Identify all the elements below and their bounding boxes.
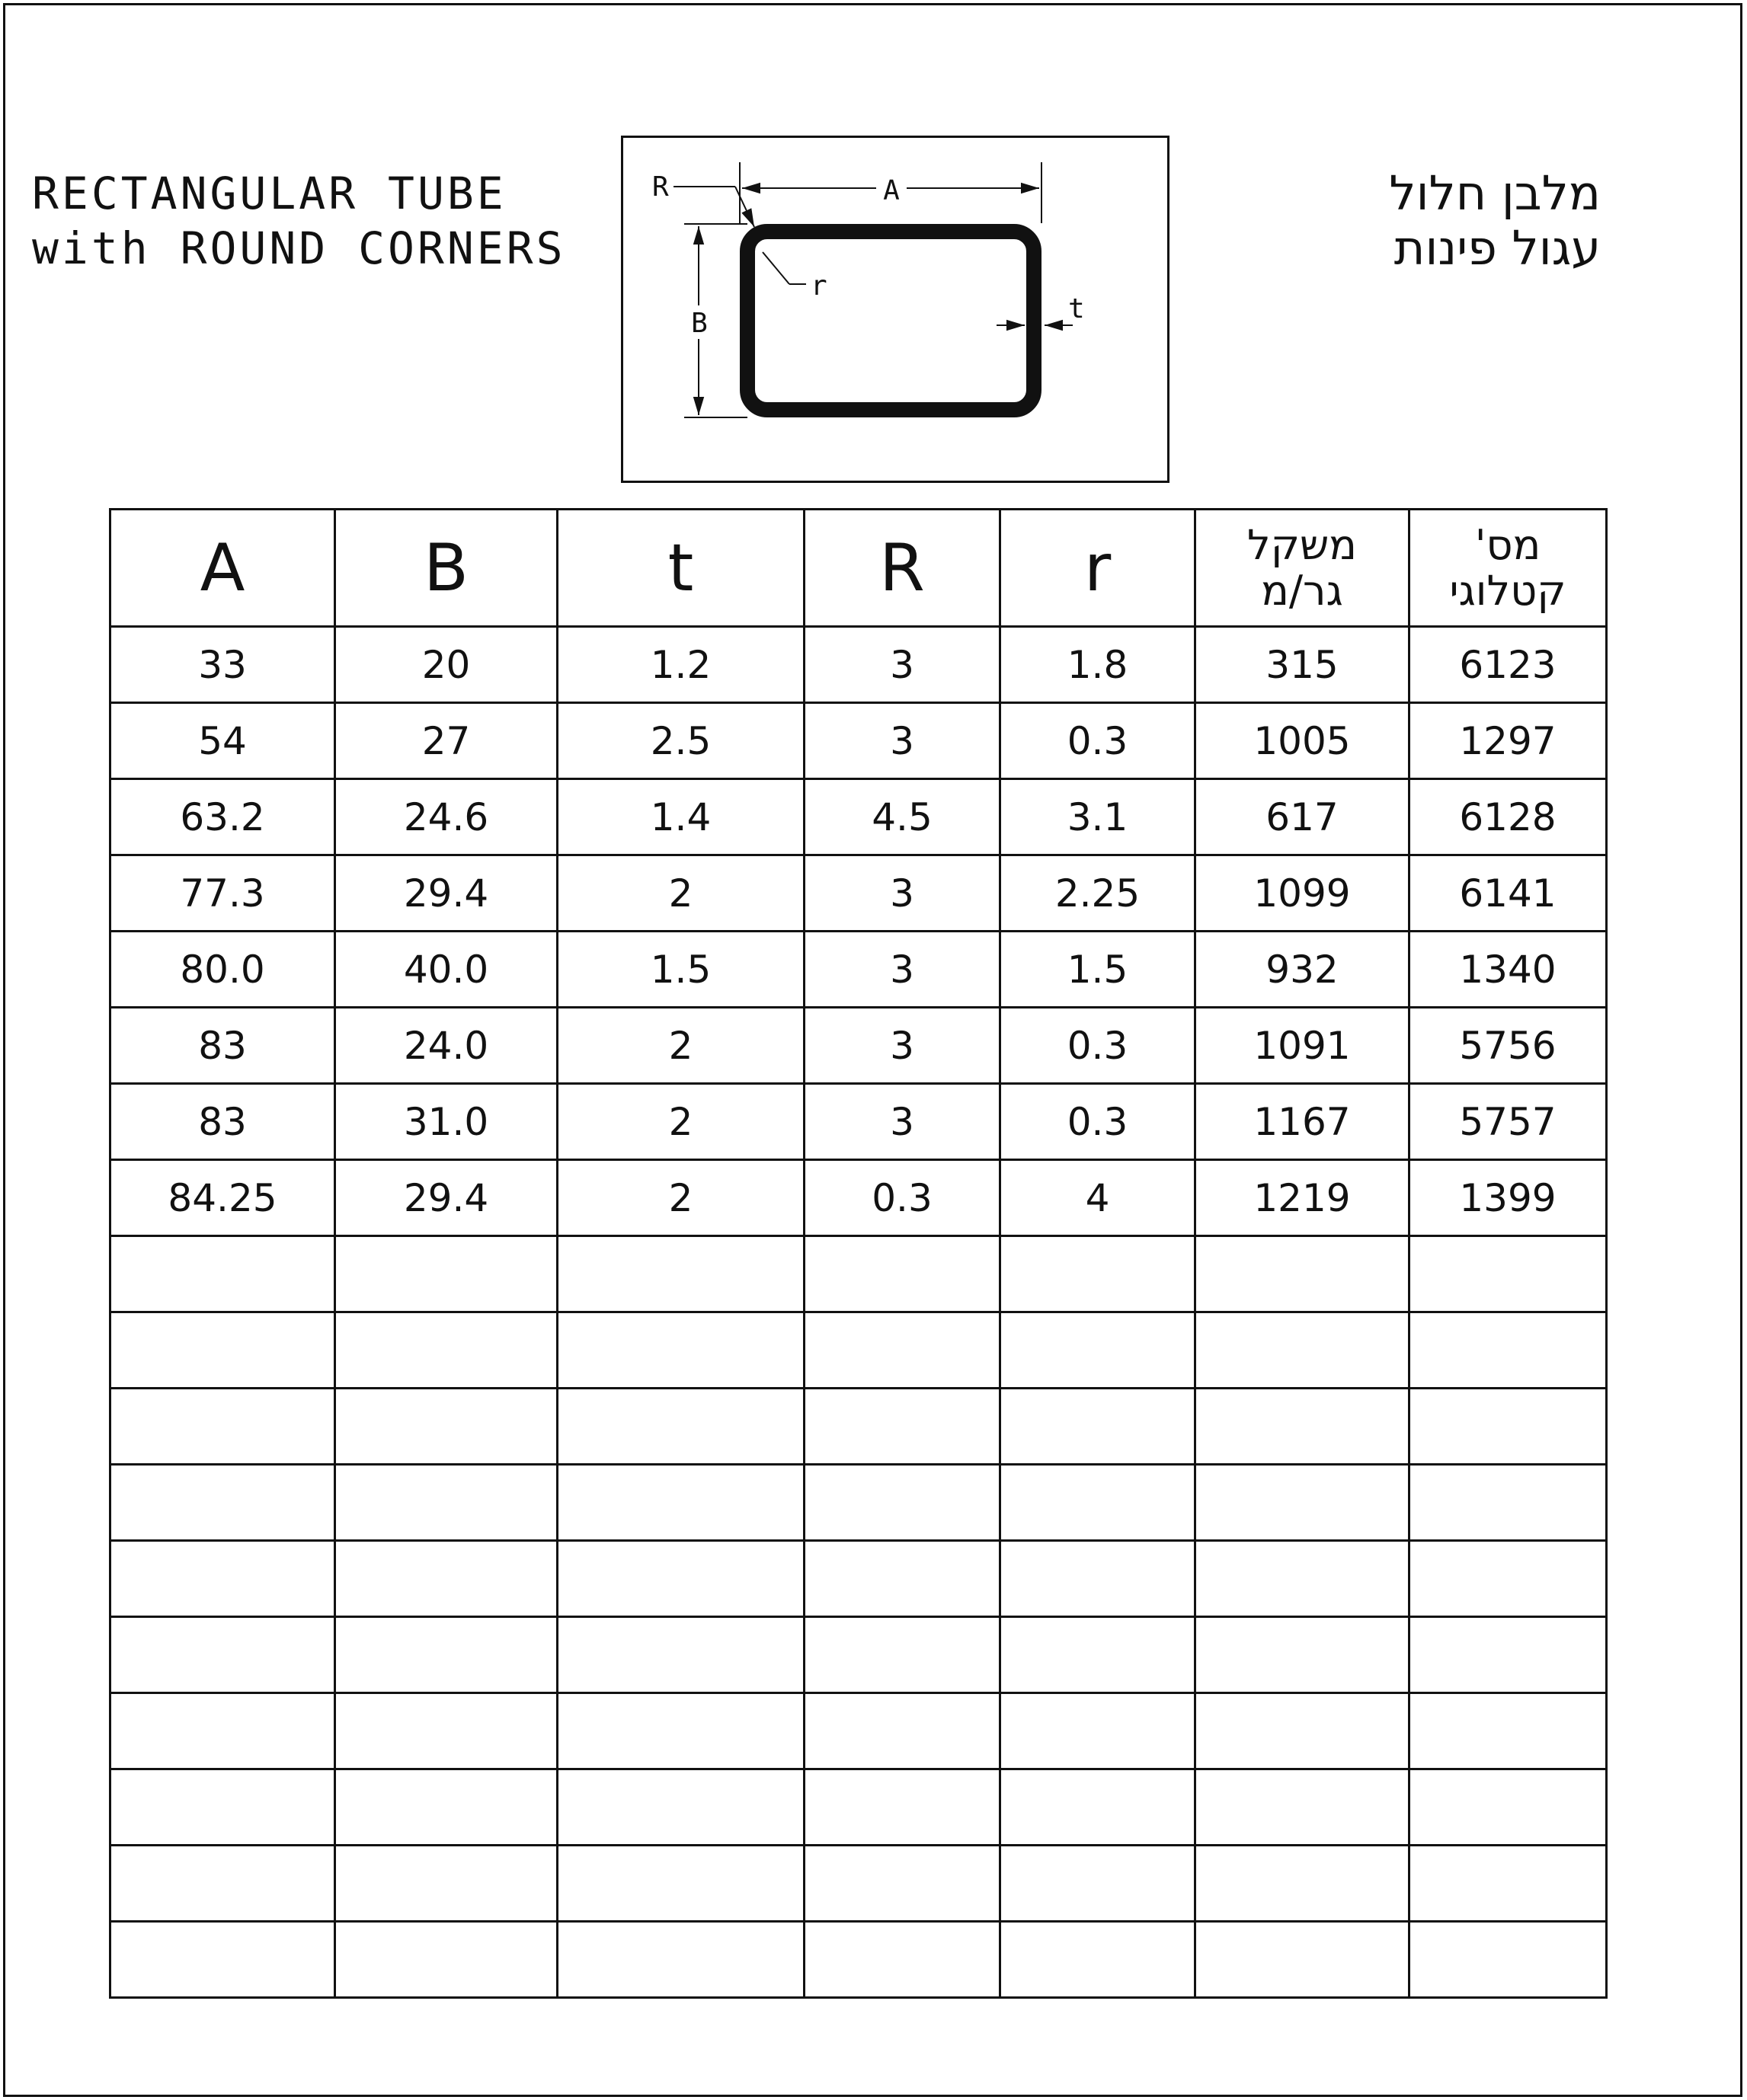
cell-empty: [805, 1389, 1000, 1465]
cell-empty: [1000, 1769, 1195, 1846]
cell-empty: [1000, 1846, 1195, 1922]
cross-section-diagram: [621, 136, 1169, 483]
cell-R: 0.3: [805, 1160, 1000, 1236]
header-weight-line2: גר/מ: [1261, 566, 1343, 615]
cell-weight: 315: [1195, 627, 1409, 703]
title-hebrew-line2: עגול פינות: [1393, 220, 1601, 276]
cell-t: 1.4: [558, 779, 805, 855]
cell-empty: [558, 1541, 805, 1617]
tube-drawing: [623, 138, 1167, 481]
cell-empty: [335, 1312, 558, 1389]
cell-empty: [110, 1541, 335, 1617]
table-row-empty: [110, 1617, 1607, 1693]
cell-empty: [335, 1465, 558, 1541]
table-row: [110, 1084, 1607, 1160]
cell-empty: [1000, 1541, 1195, 1617]
cell-empty: [558, 1769, 805, 1846]
cell-a: 84.25: [110, 1160, 335, 1236]
table-row-empty: [110, 1541, 1607, 1617]
cell-empty: [1409, 1312, 1607, 1389]
cell-r: 4: [1000, 1160, 1195, 1236]
cell-empty: [558, 1389, 805, 1465]
cell-empty: [110, 1465, 335, 1541]
label-r-inner: r: [811, 270, 827, 302]
cell-empty: [335, 1846, 558, 1922]
cell-weight: 1091: [1195, 1008, 1409, 1084]
cell-catalog: 6123: [1409, 627, 1607, 703]
label-b: B: [691, 308, 708, 339]
cell-empty: [1195, 1541, 1409, 1617]
cell-weight: 617: [1195, 779, 1409, 855]
cell-empty: [110, 1922, 335, 1998]
cell-r: 1.8: [1000, 627, 1195, 703]
cell-empty: [558, 1846, 805, 1922]
cell-empty: [110, 1846, 335, 1922]
cell-a: 54: [110, 703, 335, 779]
cell-r: 0.3: [1000, 1084, 1195, 1160]
table-row-empty: [110, 1922, 1607, 1998]
cell-R: 3: [805, 1084, 1000, 1160]
cell-r: 2.25: [1000, 855, 1195, 932]
header-b: B: [335, 510, 558, 627]
cell-empty: [805, 1846, 1000, 1922]
cell-t: 1.5: [558, 932, 805, 1008]
cell-empty: [1000, 1389, 1195, 1465]
table-row: [110, 932, 1607, 1008]
cell-b: 20: [335, 627, 558, 703]
cell-empty: [1000, 1236, 1195, 1312]
cell-a: 83: [110, 1084, 335, 1160]
cell-empty: [335, 1617, 558, 1693]
cell-R: 4.5: [805, 779, 1000, 855]
header-weight: [1195, 510, 1409, 627]
cell-empty: [805, 1693, 1000, 1769]
cell-empty: [558, 1312, 805, 1389]
cell-catalog: 1340: [1409, 932, 1607, 1008]
cell-weight: 1005: [1195, 703, 1409, 779]
cell-empty: [805, 1465, 1000, 1541]
table-row: [110, 1008, 1607, 1084]
header-a: A: [110, 510, 335, 627]
cell-catalog: 1297: [1409, 703, 1607, 779]
table-row: [110, 627, 1607, 703]
cell-empty: [805, 1312, 1000, 1389]
cell-empty: [1409, 1922, 1607, 1998]
cell-a: 80.0: [110, 932, 335, 1008]
cell-empty: [558, 1693, 805, 1769]
cell-a: 33: [110, 627, 335, 703]
table-row-empty: [110, 1236, 1607, 1312]
cell-catalog: 6128: [1409, 779, 1607, 855]
cell-empty: [1195, 1693, 1409, 1769]
cell-empty: [1195, 1465, 1409, 1541]
cell-catalog: 6141: [1409, 855, 1607, 932]
cell-empty: [558, 1617, 805, 1693]
cell-empty: [558, 1465, 805, 1541]
table-row: [110, 779, 1607, 855]
cell-empty: [335, 1693, 558, 1769]
cell-t: 2.5: [558, 703, 805, 779]
cell-empty: [1409, 1769, 1607, 1846]
header-catalog-line1: מס': [1474, 520, 1541, 569]
cell-empty: [805, 1769, 1000, 1846]
header-weight-line1: משקל: [1247, 520, 1357, 569]
cell-empty: [1000, 1465, 1195, 1541]
cell-empty: [1195, 1922, 1409, 1998]
cell-empty: [110, 1236, 335, 1312]
cell-catalog: 5756: [1409, 1008, 1607, 1084]
header-t: t: [558, 510, 805, 627]
cell-empty: [1195, 1389, 1409, 1465]
title-english-line1: RECTANGULAR TUBE: [32, 168, 507, 219]
cell-r: 3.1: [1000, 779, 1195, 855]
cell-weight: 1167: [1195, 1084, 1409, 1160]
cell-t: 2: [558, 1084, 805, 1160]
cell-empty: [1195, 1617, 1409, 1693]
header-R: R: [805, 510, 1000, 627]
header-catalog-line2: קטלוגי: [1449, 566, 1566, 615]
cell-weight: 932: [1195, 932, 1409, 1008]
cell-R: 3: [805, 703, 1000, 779]
label-R: R: [652, 171, 669, 203]
cell-empty: [335, 1769, 558, 1846]
cell-t: 2: [558, 1008, 805, 1084]
cell-empty: [335, 1922, 558, 1998]
cell-b: 24.0: [335, 1008, 558, 1084]
table-header-row: [110, 510, 1607, 627]
cell-empty: [805, 1541, 1000, 1617]
cell-b: 40.0: [335, 932, 558, 1008]
cell-empty: [1409, 1389, 1607, 1465]
table-row-empty: [110, 1846, 1607, 1922]
cell-empty: [1195, 1312, 1409, 1389]
table-row: [110, 703, 1607, 779]
title-english-line2: with ROUND CORNERS: [32, 222, 566, 274]
cell-R: 3: [805, 627, 1000, 703]
cell-empty: [110, 1769, 335, 1846]
cell-R: 3: [805, 932, 1000, 1008]
cell-weight: 1219: [1195, 1160, 1409, 1236]
cell-b: 24.6: [335, 779, 558, 855]
cell-empty: [1409, 1693, 1607, 1769]
cell-b: 31.0: [335, 1084, 558, 1160]
table-row-empty: [110, 1693, 1607, 1769]
cell-R: 3: [805, 855, 1000, 932]
cell-empty: [1195, 1236, 1409, 1312]
cell-r: 0.3: [1000, 703, 1195, 779]
table-row-empty: [110, 1769, 1607, 1846]
cell-empty: [1000, 1312, 1195, 1389]
cell-a: 83: [110, 1008, 335, 1084]
cell-a: 77.3: [110, 855, 335, 932]
table-row-empty: [110, 1465, 1607, 1541]
title-english: [32, 166, 566, 276]
table-body: [110, 627, 1607, 1998]
cell-empty: [805, 1236, 1000, 1312]
cell-empty: [805, 1617, 1000, 1693]
table-row: [110, 855, 1607, 932]
cell-empty: [335, 1541, 558, 1617]
tube-outline: [747, 232, 1034, 410]
cell-b: 29.4: [335, 855, 558, 932]
cell-empty: [110, 1312, 335, 1389]
cell-empty: [335, 1389, 558, 1465]
cell-r: 0.3: [1000, 1008, 1195, 1084]
cell-empty: [1409, 1617, 1607, 1693]
cell-empty: [1000, 1693, 1195, 1769]
title-hebrew-line1: מלבן חלול: [1389, 165, 1601, 221]
label-a: A: [883, 175, 900, 206]
cell-empty: [1000, 1617, 1195, 1693]
cell-empty: [110, 1617, 335, 1693]
cell-empty: [110, 1389, 335, 1465]
cell-empty: [558, 1922, 805, 1998]
cell-empty: [558, 1236, 805, 1312]
table-row: [110, 1160, 1607, 1236]
table-row-empty: [110, 1389, 1607, 1465]
cell-a: 63.2: [110, 779, 335, 855]
title-hebrew: [1389, 166, 1601, 276]
cell-r: 1.5: [1000, 932, 1195, 1008]
cell-catalog: 5757: [1409, 1084, 1607, 1160]
cell-empty: [1195, 1769, 1409, 1846]
cell-empty: [805, 1922, 1000, 1998]
cell-t: 1.2: [558, 627, 805, 703]
cell-empty: [1409, 1236, 1607, 1312]
header-r: r: [1000, 510, 1195, 627]
cell-t: 2: [558, 1160, 805, 1236]
spec-table: [109, 508, 1608, 1999]
cell-b: 29.4: [335, 1160, 558, 1236]
table-row-empty: [110, 1312, 1607, 1389]
header-catalog: [1409, 510, 1607, 627]
cell-R: 3: [805, 1008, 1000, 1084]
cell-empty: [1409, 1541, 1607, 1617]
cell-empty: [1409, 1846, 1607, 1922]
cell-empty: [1409, 1465, 1607, 1541]
cell-catalog: 1399: [1409, 1160, 1607, 1236]
cell-empty: [1000, 1922, 1195, 1998]
label-t: t: [1068, 293, 1085, 324]
cell-empty: [335, 1236, 558, 1312]
cell-weight: 1099: [1195, 855, 1409, 932]
cell-b: 27: [335, 703, 558, 779]
cell-t: 2: [558, 855, 805, 932]
cell-empty: [110, 1693, 335, 1769]
cell-empty: [1195, 1846, 1409, 1922]
